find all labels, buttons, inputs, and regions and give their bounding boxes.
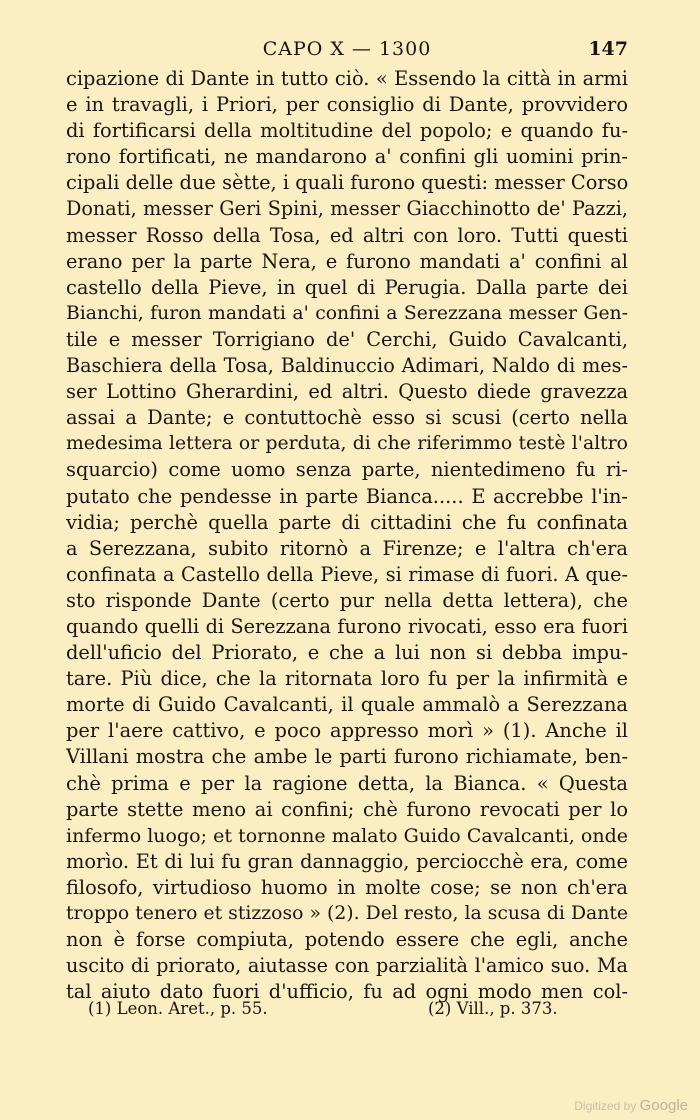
digitization-watermark bbox=[574, 1097, 688, 1114]
text-line: Bianchi, furon mandati a' confini a Serezzana messer Gen- bbox=[66, 302, 628, 324]
footnotes bbox=[88, 999, 628, 1025]
text-line: tal aiuto dato fuori d'ufficio, fu ad ogni modo men col- bbox=[66, 980, 628, 1004]
text-line: tare. Più dice, che la ritornata loro fu per la infirmità e bbox=[66, 667, 628, 691]
text-line: putato che pendesse in parte Bianca..... E accrebbe l'in- bbox=[66, 484, 628, 508]
text-line: filosofo, virtudioso huomo in molte cose; se non ch'era bbox=[66, 875, 628, 899]
text-line: di fortificarsi della moltitudine del popolo; e quando fu- bbox=[66, 119, 628, 143]
body-text bbox=[66, 66, 628, 1005]
text-line: medesima lettera or perduta, di che riferimmo testè l'altro bbox=[66, 433, 628, 455]
text-line: ser Lottino Gherardini, ed altri. Questo diede gravezza bbox=[66, 380, 628, 404]
chapter-title: CAPO X — 1300 bbox=[262, 38, 432, 60]
watermark-brand: Google bbox=[639, 1097, 688, 1114]
text-line: non è forse compiuta, potendo essere che egli, anche bbox=[66, 928, 628, 952]
text-line: morte di Guido Cavalcanti, il quale ammalò a Serezzana bbox=[66, 693, 628, 717]
footnote-1: (1) Leon. Aret., p. 55. bbox=[88, 999, 268, 1018]
text-line: uscito di priorato, aiutasse con parzialità l'amico suo. Ma bbox=[66, 954, 628, 978]
text-line: e in travagli, i Priori, per consiglio di Dante, provvidero bbox=[66, 93, 628, 117]
text-line: Donati, messer Geri Spini, messer Giacchinotto de' Pazzi, bbox=[66, 197, 628, 221]
text-line: Baschiera della Tosa, Baldinuccio Adimari, Naldo di mes- bbox=[66, 354, 628, 378]
text-line: confinata a Castello della Pieve, si rimase di fuori. A que- bbox=[66, 562, 628, 586]
text-line: troppo tenero et stizzoso » (2). Del resto, la scusa di Dante bbox=[66, 903, 628, 924]
running-header bbox=[66, 38, 628, 66]
text-line: cipali delle due sètte, i quali furono questi: messer Corso bbox=[66, 171, 629, 195]
watermark-prefix: Digitized by bbox=[574, 1099, 637, 1113]
text-line: quando quelli di Serezzana furono rivocati, esso era fuori bbox=[66, 614, 628, 638]
text-line: Villani mostra che ambe le parti furono richiamate, ben- bbox=[66, 745, 628, 769]
text-line: assai a Dante; e contuttochè esso si scusi (certo nella bbox=[66, 406, 628, 430]
text-line: messer Rosso della Tosa, ed altri con loro. Tutti questi bbox=[66, 223, 628, 247]
text-line: tile e messer Torrigiano de' Cerchi, Guido Cavalcanti, bbox=[66, 327, 628, 351]
text-line: per l'aere cattivo, e poco appresso morì » (1). Anche il bbox=[66, 719, 628, 743]
text-line: squarcio) come uomo senza parte, nientedimeno fu ri- bbox=[66, 458, 628, 482]
text-line: a Serezzana, subito ritornò a Firenze; e l'altra ch'era bbox=[66, 536, 628, 560]
text-line: rono fortificati, ne mandarono a' confini gli uomini prin- bbox=[66, 145, 628, 169]
text-line: parte stette meno ai confini; chè furono revocati per lo bbox=[66, 797, 628, 821]
text-line: erano per la parte Nera, e furono mandati a' confini al bbox=[66, 249, 628, 273]
text-line: sto risponde Dante (certo pur nella detta lettera), che bbox=[66, 588, 628, 612]
text-line: vidia; perchè quella parte di cittadini che fu confinata bbox=[66, 510, 628, 534]
text-line: chè prima e per la ragione detta, la Bianca. « Questa bbox=[66, 771, 628, 795]
text-line: cipazione di Dante in tutto ciò. « Essendo la città in armi bbox=[66, 67, 628, 90]
text-line: morìo. Et di lui fu gran dannaggio, perciocchè era, come bbox=[66, 849, 628, 873]
text-line: dell'uficio del Priorato, e che a lui non si debba impu- bbox=[66, 641, 628, 665]
text-line: castello della Pieve, in quel di Perugia. Dalla parte dei bbox=[66, 275, 628, 299]
page-number: 147 bbox=[588, 38, 628, 60]
footnote-2: (2) Vill., p. 373. bbox=[428, 999, 558, 1018]
text-line: infermo luogo; et tornonne malato Guido Cavalcanti, onde bbox=[66, 824, 628, 847]
